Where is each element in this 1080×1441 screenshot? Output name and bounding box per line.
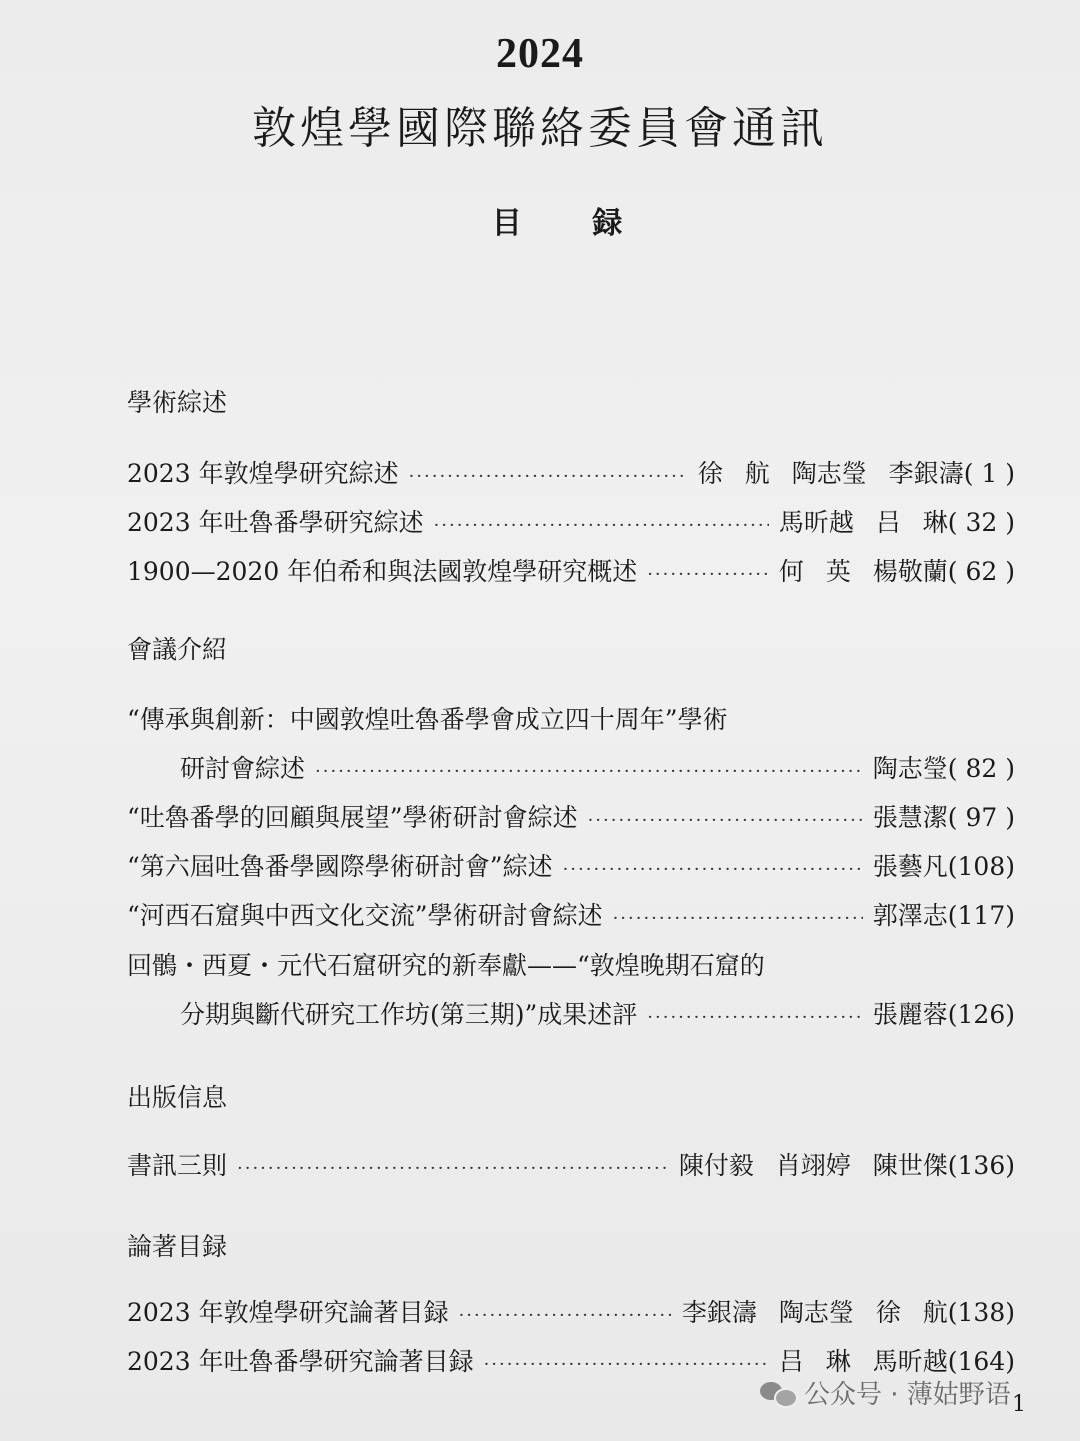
section-title: 出版信息 xyxy=(127,1083,228,1112)
entry-page: ( 32 ) xyxy=(947,508,1015,537)
entry-page: ( 62 ) xyxy=(947,557,1015,586)
entry-title: 1900—2020 年伯希和與法國敦煌學研究概述 xyxy=(127,557,638,586)
leader-dots xyxy=(237,1158,669,1179)
toc-entry xyxy=(180,749,1015,789)
leader-dots xyxy=(647,1007,862,1028)
entry-page: (117) xyxy=(947,901,1015,930)
entry-authors: 吕 琳 馬昕越 xyxy=(778,1347,948,1376)
toc-entry xyxy=(127,1293,1015,1333)
watermark xyxy=(760,1374,1011,1411)
toc-entry xyxy=(127,454,1015,494)
section-title: 會議介紹 xyxy=(127,635,228,664)
leader-dots xyxy=(588,810,863,831)
toc-entry xyxy=(127,552,1015,592)
entry-authors: 馬昕越 吕 琳 xyxy=(778,508,948,537)
entry-page: ( 1 ) xyxy=(963,459,1015,488)
watermark-text: 公众号 · 薄姑野语 xyxy=(804,1380,1011,1410)
entry-authors: 張慧潔 xyxy=(872,803,948,832)
entry-title: “第六屆吐魯番學國際學術研討會”綜述 xyxy=(127,852,553,881)
entry-authors: 陶志瑩 xyxy=(872,754,948,783)
entry-title: “吐魯番學的回顧與展望”學術研討會綜述 xyxy=(127,803,578,832)
entry-page: (136) xyxy=(947,1151,1015,1180)
entry-authors: 張麗蓉 xyxy=(872,1000,948,1029)
leader-dots xyxy=(563,859,863,880)
entry-authors: 何 英 楊敬蘭 xyxy=(778,557,948,586)
leader-dots xyxy=(613,908,863,929)
volume-year: 2024 xyxy=(496,31,584,77)
entry-title: “河西石窟與中西文化交流”學術研討會綜述 xyxy=(127,901,603,930)
entry-title: 書訊三則 xyxy=(127,1151,228,1180)
toc-entry xyxy=(180,995,1015,1035)
entry-authors: 徐 航 陶志瑩 李銀濤 xyxy=(697,459,964,488)
leader-dots xyxy=(459,1305,672,1326)
entry-page: (138) xyxy=(947,1298,1015,1327)
toc-entry xyxy=(127,896,1015,936)
toc-entry xyxy=(127,503,1015,543)
entry-authors: 張藝凡 xyxy=(872,852,948,881)
entry-title-line1: 回鶻・西夏・元代石窟研究的新奉獻——“敦煌晚期石窟的 xyxy=(127,951,765,980)
entry-page: (108) xyxy=(947,852,1015,881)
leader-dots xyxy=(647,564,769,585)
section-title: 學術綜述 xyxy=(127,388,228,417)
entry-authors: 李銀濤 陶志瑩 徐 航 xyxy=(681,1298,948,1327)
section-title: 論著目録 xyxy=(127,1232,228,1261)
leader-dots xyxy=(315,761,863,782)
entry-page: ( 97 ) xyxy=(947,803,1015,832)
entry-title: 2023 年敦煌學研究論著目録 xyxy=(127,1298,449,1327)
wechat-icon xyxy=(760,1378,796,1408)
entry-authors: 陳付毅 肖翊婷 陳世傑 xyxy=(678,1151,948,1180)
entry-title: 2023 年吐魯番學研究綜述 xyxy=(127,508,424,537)
entry-title-line1: “傳承與創新：中國敦煌吐魯番學會成立四十周年”學術 xyxy=(127,705,728,734)
toc-entry xyxy=(127,798,1015,838)
entry-title: 分期與斷代研究工作坊(第三期)”成果述評 xyxy=(180,1000,638,1029)
entry-title: 2023 年敦煌學研究綜述 xyxy=(127,459,399,488)
entry-page: (126) xyxy=(947,1000,1015,1029)
leader-dots xyxy=(434,515,769,536)
leader-dots xyxy=(409,466,688,487)
entry-authors: 郭澤志 xyxy=(872,901,948,930)
journal-title: 敦煌學國際聯絡委員會通訊 xyxy=(252,103,828,154)
entry-title: 2023 年吐魯番學研究論著目録 xyxy=(127,1347,474,1376)
leader-dots xyxy=(484,1354,769,1375)
page-number: 1 xyxy=(1012,1392,1026,1417)
toc-heading: 目 録 xyxy=(491,206,653,241)
toc-entry xyxy=(127,847,1015,887)
entry-page: (164) xyxy=(947,1347,1015,1376)
entry-page: ( 82 ) xyxy=(947,754,1015,783)
entry-title: 研討會綜述 xyxy=(180,754,306,783)
toc-entry xyxy=(127,1146,1015,1186)
